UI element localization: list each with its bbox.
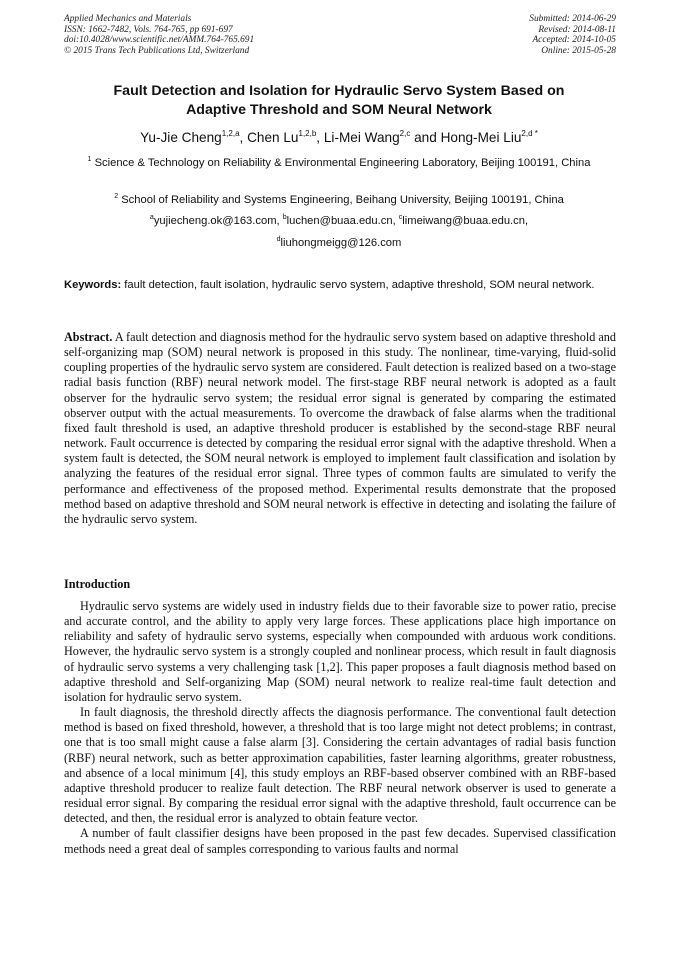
paragraph: Hydraulic servo systems are widely used in industry fields due to their favorable size to power ratio, precise and accurate control, and the ability to apply very large forces. These applications place high importance on reliability and safety of hydraulic servo systems, especially when compounded with arduous work conditions. However, the hydraulic servo system is a strongly coupled and nonlinear process, which result in fault diagnosis of hydraulic servo systems a very challenging task [1,2]. This paper proposes a fault diagnosis method based on adaptive threshold and Self-organizing Map (SOM) neural network to realize real-time fault detection and isolation for hydraulic servo system.	[64, 599, 616, 704]
online-date: Online: 2015-05-28	[541, 45, 616, 56]
affiliation-text: Science & Technology on Reliability & Environmental Engineering Laboratory, Beijing 100191, China	[94, 157, 591, 169]
affiliation-text: School of Reliability and Systems Engineering, Beihang University, Beijing 100191, China	[121, 194, 564, 206]
author-emails-cont	[64, 236, 614, 251]
affiliation-mark: 1	[87, 156, 92, 163]
author-separator: and	[410, 130, 441, 145]
author-name: Li-Mei Wang	[323, 130, 400, 145]
title-line-1: Fault Detection and Isolation for Hydraulic Servo System Based on	[113, 83, 565, 99]
author-list	[64, 130, 614, 146]
journal-info	[64, 14, 254, 56]
submitted-date: Submitted: 2014-06-29	[529, 14, 616, 24]
affiliation-1	[64, 156, 614, 171]
abstract	[64, 330, 616, 527]
author-name: Hong-Mei Liu	[440, 130, 522, 145]
title-line-2: Adaptive Threshold and SOM Neural Network	[186, 102, 492, 118]
keywords	[64, 279, 616, 293]
author-affiliation-mark: 1,2,b	[298, 129, 317, 138]
doi-line: doi:10.4028/www.scientific.net/AMM.764-765.691	[64, 35, 255, 46]
paragraph: A number of fault classifier designs have been proposed in the past few decades. Supervised classification methods need a great deal of samples corresponding to various faults and normal	[64, 826, 616, 856]
email-link[interactable]: liuhongmeigg@126.com	[280, 237, 402, 249]
author-separator: ,	[316, 130, 324, 145]
email-mark: a	[149, 214, 154, 221]
journal-name: Applied Mechanics and Materials	[64, 14, 192, 24]
author-name: Chen Lu	[247, 130, 299, 145]
paper-title	[64, 82, 614, 120]
email-mark: c	[398, 214, 403, 221]
keywords-text: fault detection, fault isolation, hydraulic servo system, adaptive threshold, SOM neural network.	[121, 279, 595, 291]
author-affiliation-mark: 1,2,a	[221, 129, 240, 138]
accepted-date: Accepted: 2014-10-05	[532, 35, 616, 46]
paragraph: In fault diagnosis, the threshold directly affects the diagnosis performance. The conventional fault detection method is based on fixed threshold, however, a threshold that is too large might not detect problems; in contrast, one that is too small might cause a false alarm [3]. Considering the certain advantages of radial basis function (RBF) neural network, such as better approximation capabilities, faster learning algorithms, greater robustness, and absence of a local minimum [4], this study employs an RBF-based observer combined with an RBF-based adaptive threshold producer to realize fault detection. The RBF neural network observer is used to generate a residual error signal. By comparing the residual error signal with the adaptive threshold, fault occurrence can be detected, and then, the residual error is analyzed to obtain feature vector.	[64, 705, 616, 826]
abstract-label: Abstract.	[64, 330, 113, 344]
section-heading-introduction: Introduction	[64, 577, 131, 591]
abstract-text: A fault detection and diagnosis method for the hydraulic servo system based on adaptive threshold and self-organizing map (SOM) neural network is proposed in this study. The nonlinear, time-varying, fluid-solid coupling properties of the hydraulic servo system are considered. Fault detection is realized based on a two-stage radial basis function (RBF) neural network model. The first-stage RBF neural network is adopted as a fault observer for the hydraulic servo system; the residual error signal is generated by comparing the estimated observer output with the actual measurements. To overcome the drawback of false alarms when the traditional fixed fault threshold is used, an adaptive threshold producer is established by the second-stage RBF neural network. Fault occurrence is detected by comparing the residual error signal with the adaptive threshold. When a system fault is detected, the SOM neural network is employed to implement fault classification and isolation by analyzing the features of the residual error signal. Three types of common faults are simulated to verify the performance and effectiveness of the proposed method. Experimental results demonstrate that the proposed method based on adaptive threshold and SOM neural network is effective in detecting and isolating the failure of the hydraulic servo system.	[64, 330, 616, 526]
email-mark: b	[282, 214, 287, 221]
author-separator: ,	[239, 130, 248, 145]
author-emails: $^a$yujiecheng.ok@163.com, $^b$luchen@buaa.edu.cn, $^c$limeiwang@buaa.edu.cn,	[149, 214, 529, 227]
email-mark: d	[276, 236, 281, 243]
email-link[interactable]: yujiecheng.ok@163.com	[153, 215, 277, 227]
email-link[interactable]: luchen@buaa.edu.cn	[286, 215, 393, 227]
affiliation-mark: 2	[114, 193, 119, 200]
submission-dates	[529, 14, 616, 56]
keywords-label: Keywords:	[64, 279, 122, 291]
author-name: Yu-Jie Cheng	[140, 130, 222, 145]
author-affiliation-mark: 2,d *	[521, 129, 538, 138]
introduction-body	[64, 599, 616, 857]
revised-date: Revised: 2014-08-11	[538, 24, 616, 35]
issn-line: ISSN: 1662-7482, Vols. 764-765, pp 691-697	[64, 24, 233, 35]
email-link[interactable]: limeiwang@buaa.edu.cn	[402, 215, 525, 227]
copyright-line: © 2015 Trans Tech Publications Ltd, Switzerland	[64, 45, 250, 56]
affiliation-2	[64, 193, 614, 208]
author-affiliation-mark: 2,c	[399, 129, 411, 138]
